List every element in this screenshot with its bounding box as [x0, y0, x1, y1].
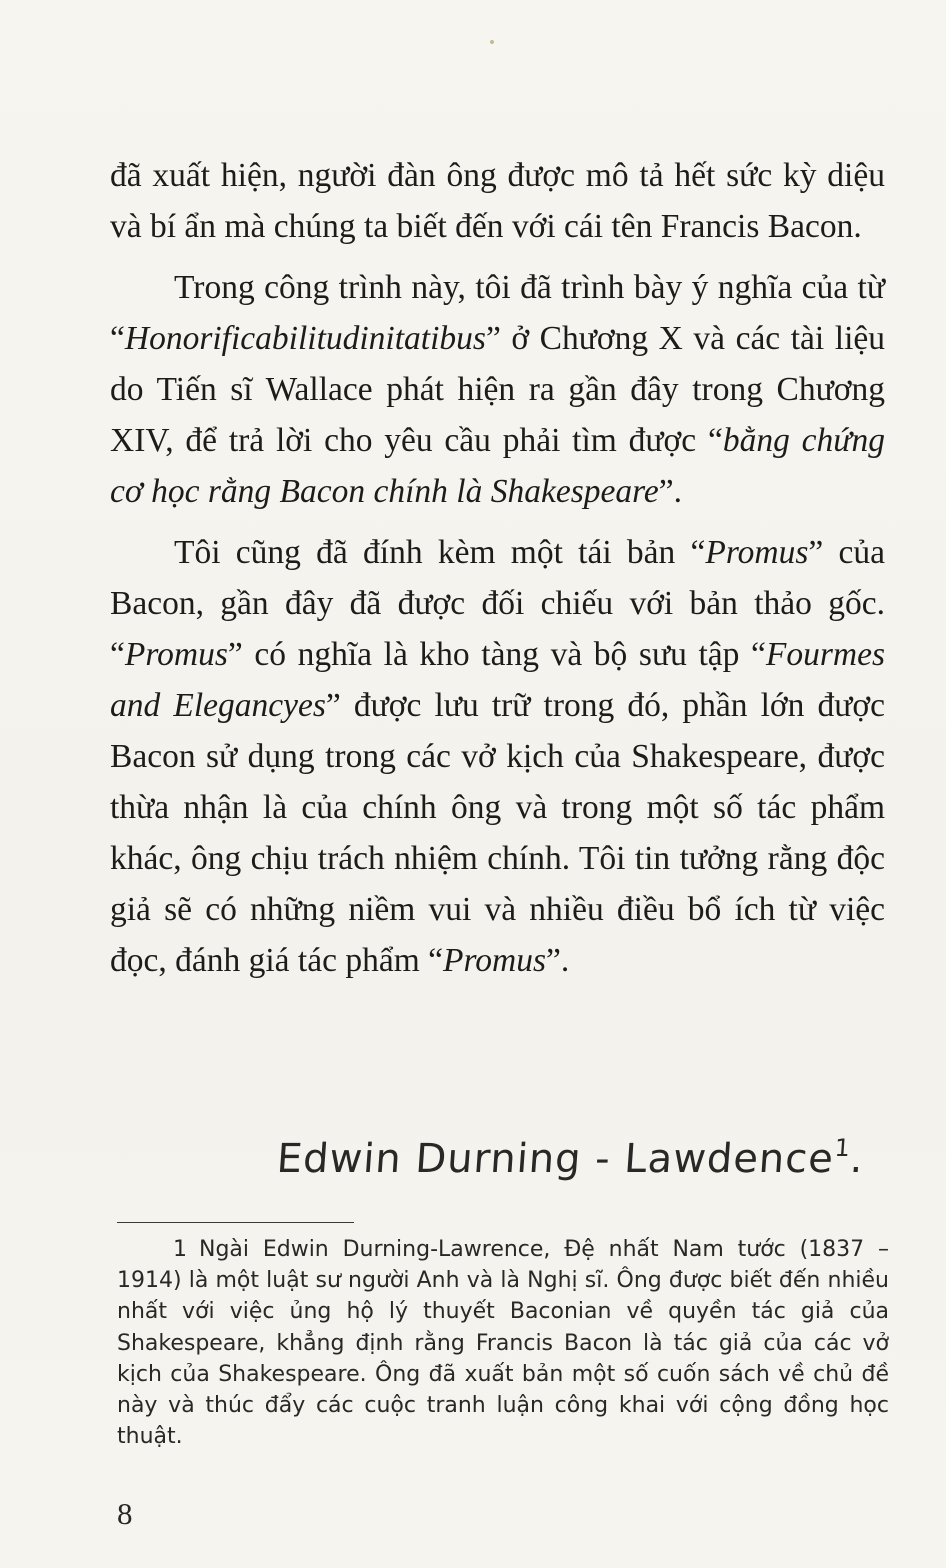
paragraph-2-text-3: ”. — [658, 473, 683, 510]
paragraph-3-italic-2: Promus — [124, 636, 228, 673]
paper-speck — [490, 40, 494, 44]
paragraph-3-text-5: ”. — [546, 942, 570, 979]
page-number: 8 — [117, 1496, 133, 1531]
paragraph-3-text-1: Tôi cũng đã đính kèm một tái bản “ — [174, 534, 706, 571]
paragraph-2-text-1: Trong công trình này, tôi đã trình bày ý nghĩa của từ “ — [110, 269, 885, 357]
footnote-text: Ngài Edwin Durning-Lawrence, Đệ nhất Nam tước (1837 – 1914) là một luật sư người Anh và là Nghị sĩ. Ông được biết đến nhiều nhất với việc ủng hộ lý thuyết Baconian về quyền tác giả của Shakespeare, khẳng định rằng Francis Bacon là tác giả của các vở kịch của Shakespeare. Ông đã xuất bản một số cuốn sách về chủ đề này và thúc đẩy các cuộc tranh luận công khai với cộng đồng học thuật. — [117, 1237, 889, 1450]
signature-name: Edwin Durning - Lawdence — [275, 1136, 836, 1182]
paragraph-1: đã xuất hiện, người đàn ông được mô tả hết sức kỳ diệu và bí ẩn mà chúng ta biết đến với cái tên Francis Bacon. — [110, 157, 885, 245]
body-text — [110, 150, 885, 986]
author-signature — [275, 1134, 865, 1182]
paragraph-2-text-2: ” ở Chương X và các tài liệu do Tiến sĩ Wallace phát hiện ra gần đây trong Chương XIV, để trả lời cho yêu cầu phải tìm được “ — [110, 320, 885, 459]
paragraph-3-text-3: ” có nghĩa là kho tàng và bộ sưu tập “ — [227, 636, 766, 673]
paragraph-2-italic-1: Honorificabilitudinitatibus — [124, 320, 486, 357]
paragraph-3-text-2: ” của Bacon, gần đây đã được đối chiếu với bản thảo gốc. “ — [110, 534, 886, 673]
paragraph-2-italic-2: bằng chứng cơ học rằng Bacon chính là Shakespeare — [110, 422, 886, 510]
footnote — [117, 1234, 889, 1452]
footnote-number: 1 — [173, 1237, 187, 1262]
paragraph-3-italic-3: Fourmes and Elegancyes — [110, 636, 885, 724]
signature-period: . — [848, 1136, 866, 1182]
footnote-divider — [117, 1222, 354, 1223]
paragraph-3-italic-1: Promus — [705, 534, 809, 571]
paragraph-3-text-4: ” được lưu trữ trong đó, phần lớn được Bacon sử dụng trong các vở kịch của Shakespeare, được thừa nhận là của chính ông và trong một số tác phẩm khác, ông chịu trách nhiệm chính. Tôi tin tưởng rằng độc giả sẽ có những niềm vui và nhiều điều bổ ích từ việc đọc, đánh giá tác phẩm “ — [110, 687, 885, 979]
paragraph-3-italic-4: Promus — [443, 942, 547, 979]
paragraph-2 — [110, 262, 885, 517]
footnote-reference[interactable]: 1 — [833, 1134, 852, 1162]
paragraph-3 — [110, 527, 885, 986]
